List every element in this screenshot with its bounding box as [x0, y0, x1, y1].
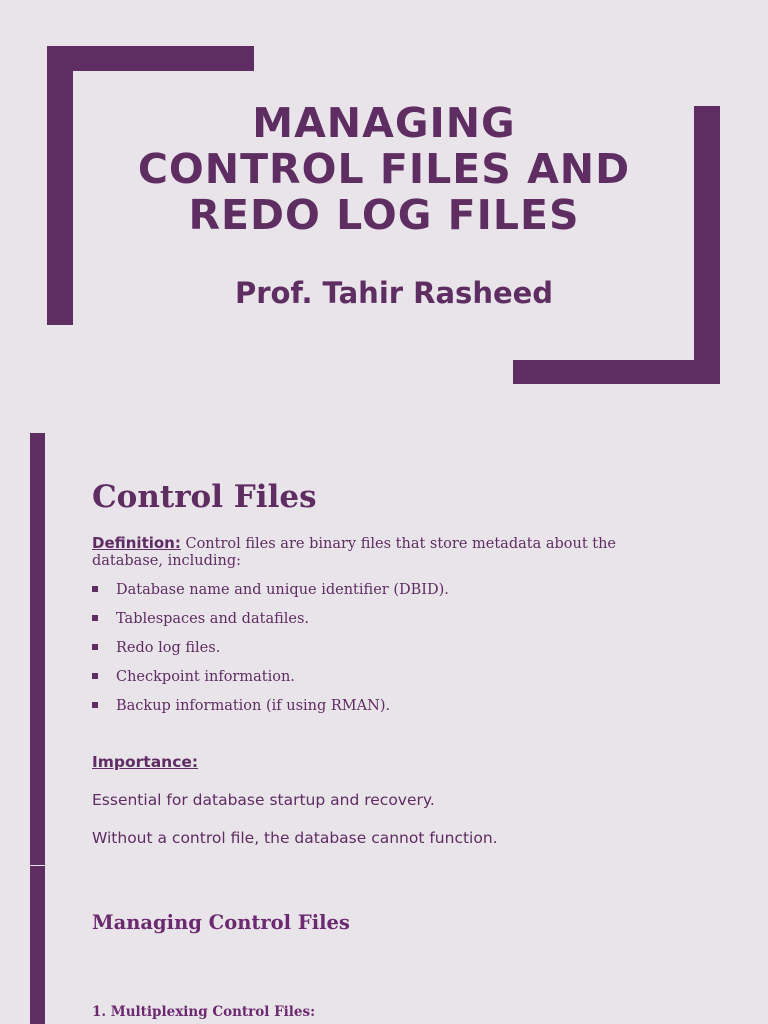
list-item: Tablespaces and datafiles. [92, 608, 449, 637]
slide-accent-bar [30, 433, 45, 865]
presenter-name: Prof. Tahir Rasheed [234, 276, 554, 310]
definition-label: Definition: [92, 534, 181, 552]
metadata-bullet-list [92, 579, 449, 724]
square-bullet-icon [92, 702, 98, 708]
slide-accent-bar [30, 866, 45, 1024]
title-slide [0, 0, 768, 430]
bottom-right-bracket-horizontal [513, 360, 720, 384]
square-bullet-icon [92, 644, 98, 650]
slide-heading: Control Files [92, 479, 317, 515]
list-item: Database name and unique identifier (DBID). [92, 579, 449, 608]
presentation-title: MANAGING CONTROL FILES AND REDO LOG FILES [137, 99, 631, 239]
square-bullet-icon [92, 586, 98, 592]
square-bullet-icon [92, 615, 98, 621]
slide-subheading: 1. Multiplexing Control Files: [92, 1004, 316, 1020]
top-left-bracket-vertical [47, 46, 73, 325]
square-bullet-icon [92, 673, 98, 679]
list-item: Redo log files. [92, 637, 449, 666]
top-left-bracket-horizontal [47, 46, 254, 71]
definition-text: Control files are binary files that store metadata about the database, including: [92, 536, 617, 569]
list-item: Backup information (if using RMAN). [92, 695, 449, 724]
list-item: Checkpoint information. [92, 666, 449, 695]
importance-line-function: Without a control file, the database cannot function. [92, 829, 498, 847]
importance-line-startup: Essential for database startup and recovery. [92, 791, 435, 809]
definition-paragraph [92, 535, 652, 570]
slide-heading: Managing Control Files [92, 911, 350, 934]
importance-label: Importance: [92, 753, 199, 771]
bottom-right-bracket-vertical [694, 106, 720, 384]
